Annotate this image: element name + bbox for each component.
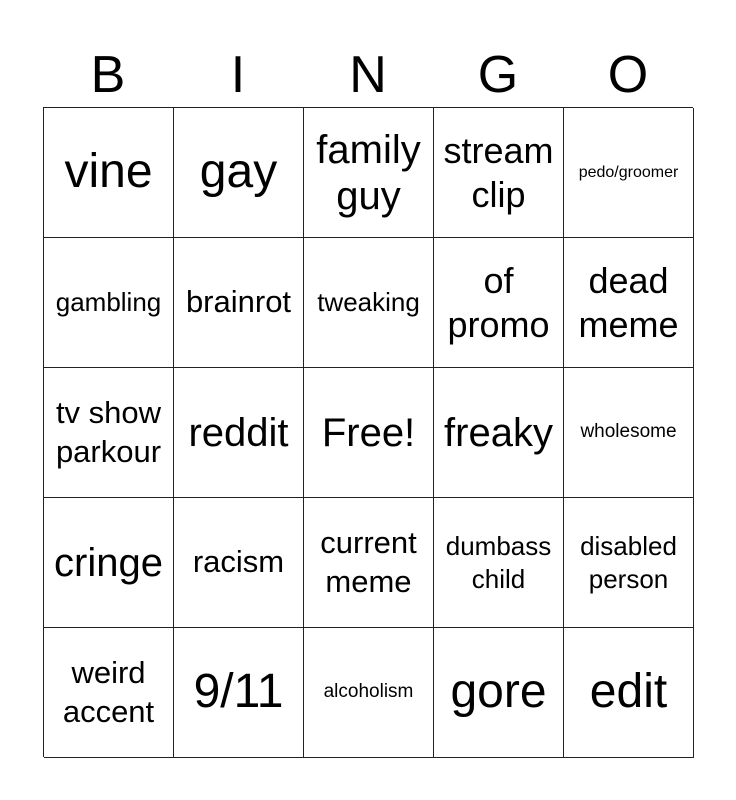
bingo-cell-r5c2 [174,628,304,758]
bingo-cell-r1c2 [174,108,304,238]
cell-text: weird accent [62,654,155,729]
cell-text: of promo [447,260,550,345]
header-letter-g: G [477,46,519,104]
cell-text: dumbass child [445,531,552,594]
cell-text: edit [589,665,668,719]
bingo-cell-r4c1 [44,498,174,628]
cell-text: brainrot [185,284,292,320]
bingo-cell-r4c5 [564,498,694,628]
header-letter-i: I [230,46,246,104]
cell-text: family guy [316,127,421,218]
cell-text: freaky [444,410,553,455]
cell-text: gay [199,145,278,199]
bingo-cell-r3c4 [434,368,564,498]
bingo-cell-r2c3 [304,238,434,368]
cell-text: disabled person [580,531,677,594]
cell-text: wholesome [580,421,677,443]
bingo-cell-r1c3 [304,108,434,238]
cell-text: racism [192,544,285,580]
cell-text: cringe [54,540,163,585]
bingo-cell-r5c3 [304,628,434,758]
cell-text: alcoholism [323,681,414,703]
bingo-cell-r1c5 [564,108,694,238]
bingo-cell-r5c1 [44,628,174,758]
bingo-cell-r2c5 [564,238,694,368]
bingo-cell-r4c3 [304,498,434,628]
cell-text: tv show parkour [55,394,162,469]
bingo-cell-r5c5 [564,628,694,758]
bingo-board [43,107,693,757]
bingo-cell-r4c4 [434,498,564,628]
cell-text: gore [450,665,547,719]
cell-text: pedo/groomer [578,163,679,181]
bingo-cell-r3c1 [44,368,174,498]
header-letter-b: B [90,46,126,104]
cell-text: reddit [188,410,289,455]
bingo-cell-r1c4 [434,108,564,238]
bingo-cell-r3c2 [174,368,304,498]
bingo-header [43,48,693,102]
cell-text: dead meme [578,260,679,345]
bingo-cell-r4c2 [174,498,304,628]
bingo-cell-r2c4 [434,238,564,368]
bingo-cell-r3c5 [564,368,694,498]
bingo-cell-r3c3 [304,368,434,498]
free-space: Free! [321,410,416,455]
cell-text: vine [64,145,153,199]
cell-text: gambling [55,287,162,318]
cell-text: tweaking [317,287,420,318]
header-letter-o: O [607,46,649,104]
bingo-cell-r1c1 [44,108,174,238]
cell-text: 9/11 [193,665,284,719]
bingo-cell-r2c2 [174,238,304,368]
header-letter-n: N [349,46,387,104]
cell-text: current meme [320,524,417,599]
bingo-cell-r5c4 [434,628,564,758]
cell-text: stream clip [443,130,554,215]
bingo-cell-r2c1 [44,238,174,368]
